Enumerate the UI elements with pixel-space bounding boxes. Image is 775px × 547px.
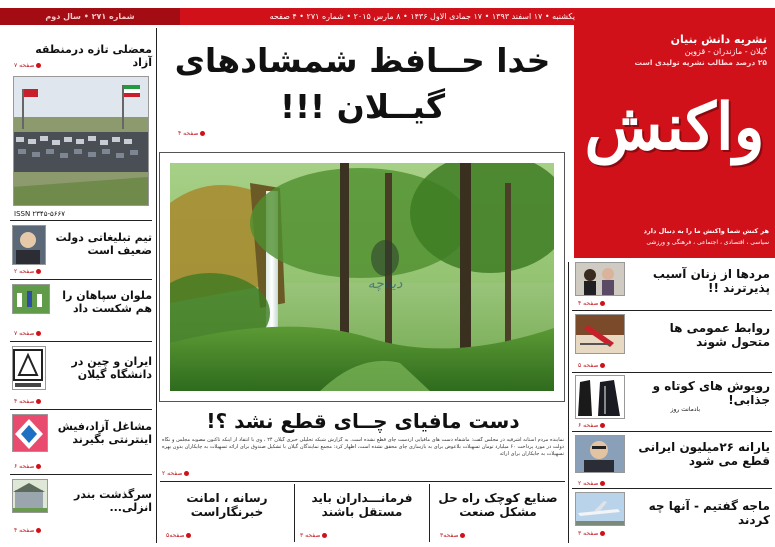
right-item-title: روابط عمومی ها متحول شوند [669,321,770,349]
women-men-thumb [575,262,625,296]
masthead-tagline2: ۲۵ درصد مطالب نشریه تولیدی است [634,58,767,67]
page-dot-icon [200,131,205,136]
left-item-page: صفحه ۴ [14,527,41,534]
rule-right-col [568,262,569,543]
right-item-page: صفحه ۳ [578,530,605,537]
rule-bottom-1 [294,484,295,542]
page-dot-icon [36,331,41,336]
left-item-title: سرگذشت بندر انزلی... [73,488,152,514]
rule-right-1 [572,310,772,311]
main-headline-line1: خدا حــافظ شمشادهای [174,41,551,80]
rule-left-4 [10,409,152,410]
rule-left-3 [10,341,152,342]
right-item-subtitle: بادمانت روز [670,406,700,413]
top-band-label: شماره ۲۷۱ • سال دوم [0,8,180,25]
page-dot-icon [36,528,41,533]
left-top-title: معضلی تازه درمنطقه آزاد [35,43,152,69]
rule-right-2 [572,372,772,373]
right-item-title: مردها از زنان آسیب پذیرترند !! [652,267,770,295]
page-dot-icon [322,533,327,538]
rule-left-5 [10,474,152,475]
issn: ISSN ۲۳۴۵-۵۶۶۷ [14,210,66,218]
pr-thumb [575,314,625,354]
masthead [574,25,775,258]
building-icon [12,480,47,513]
politician-thumb [12,225,46,265]
page-dot-icon [600,423,605,428]
rule-left-2 [10,279,152,280]
dateline: یکشنبه • ۱۷ اسفند ۱۳۹۳ • ۱۷ جمادی الاول ۱۴۳۶ • ۸ مارس ۲۰۱۵ • شماره ۲۷۱ • ۴ صفحه [269,12,575,21]
right-item-title: یارانه ۲۶میلیون ایرانی قطع می شود [638,440,770,468]
university-logo [12,346,46,390]
airplane-icon [575,493,624,526]
football-players-icon [12,285,49,314]
right-item-title: ماجه گفتیم - آنها چه کردند [648,499,770,527]
main-photo [159,152,565,402]
right-item-page: صفحه ۵ [578,362,605,369]
masthead-subjects: سیاسی ، اقتصادی ، اجتماعی ، فرهنگی و ورزشی [646,239,769,246]
left-item-title: ایران و چین در دانشگاه گیلان [71,355,152,381]
rule-right-4 [572,488,772,489]
couple-icon [575,263,624,296]
page-dot-icon [600,531,605,536]
tax-office-logo-icon [12,415,47,452]
second-article-page: صفحه ۲ [162,470,189,477]
page-dot-icon [186,533,191,538]
right-item-title: رویوش های کوتاه و جذابی! [652,379,770,407]
airplane-thumb [575,492,625,526]
left-item-title: مشاغل آزاد،فیش اینترنتی بگیرند [57,420,152,446]
bottom-item-page: صفحه۵ [166,532,191,539]
bottom-item-title: فرمانـــداران باید مستقل باشند [311,491,413,519]
writing-hand-icon [575,315,624,354]
page-dot-icon [184,471,189,476]
page-dot-icon [600,301,605,306]
page-dot-icon [600,363,605,368]
tax-logo-thumb [12,414,48,452]
parking-lot-image [13,77,148,206]
rule-left-col [156,28,157,543]
masthead-logo: واکنش [584,90,765,165]
page-dot-icon [460,533,465,538]
left-item-page: صفحه ۶ [14,463,41,470]
image-watermark: دیباچه [367,276,403,292]
main-headline-page: صفحه ۴ [178,130,205,137]
page-dot-icon [36,464,41,469]
left-item-page: صفحه ۴ [14,398,41,405]
coats-thumb [575,375,625,419]
main-headline [160,38,565,130]
right-item-page: صفحه ۴ [578,300,605,307]
second-article-body: نماینده مردم آستانه اشرفیه در مجلس گفت: ماشفاه دست های مافیایی ازدست چای قطع نشده است. به گزارش شبکه تحلیلی خبری گیلان ۲۴ ، وی با انتقاد از اینکه تاکنون مصوبه مجلس و نگاه دولت در مورد پرداخت ۶۰ میلیارد تومان تسهیلات بلاعوض برای به بازسازی چای محقق نشده است، اظهار کرد: مجمع نمایندگان گیلان با تشکیل صندوق برای ارائه تسهیلات به چایکاران بدون بهره تسهیلات به جایکاران برای ارائه [162,437,564,457]
university-emblem-icon [12,347,45,390]
right-item-page: صفحه ۶ [578,422,605,429]
person-icon [12,226,45,265]
coats-icon [575,376,624,419]
free-zone-photo [13,76,149,206]
bottom-item-page: صفحه۳ [440,532,465,539]
waterfall-forest-image [170,163,554,391]
rule-bottom-top [160,481,565,482]
left-item-title: ملوان سپاهان را هم شکست داد [62,289,152,315]
masthead-motto: هر کنش شما واکنش ما را به دنبال دارد [643,227,769,235]
page-dot-icon [36,399,41,404]
page-dot-icon [36,63,41,68]
page-dot-icon [36,269,41,274]
rule-left-1 [10,220,152,221]
right-item-page: صفحه ۲ [578,480,605,487]
left-top-page: صفحه ۷ [14,62,41,69]
rule-right-3 [572,431,772,432]
rule-bottom-2 [429,484,430,542]
left-item-title: تیم تبلیغاتی دولت ضعیف است [55,231,152,257]
bottom-item-page: صفحه ۳ [300,532,327,539]
football-thumb [12,284,50,314]
bottom-item-title: رسانه ، امانت خبرنگاراست [186,491,268,519]
masthead-tagline: نشریه دانش بنیان [670,33,767,46]
masthead-provinces: گیلان - مازندران - قزوین [684,47,767,56]
main-headline-line2: گیــلان !!! [279,87,446,126]
left-item-page: صفحه ۲ [14,268,41,275]
person-icon [575,436,624,473]
page-dot-icon [600,481,605,486]
second-headline: دست مافیای چــای قطع نشد ؟! [206,409,520,433]
minister-thumb [575,435,625,473]
left-item-page: صفحه ۷ [14,330,41,337]
bottom-item-title: صنایع کوچک راه حل مشکل صنعت [438,491,558,519]
anzali-thumb [12,479,48,513]
